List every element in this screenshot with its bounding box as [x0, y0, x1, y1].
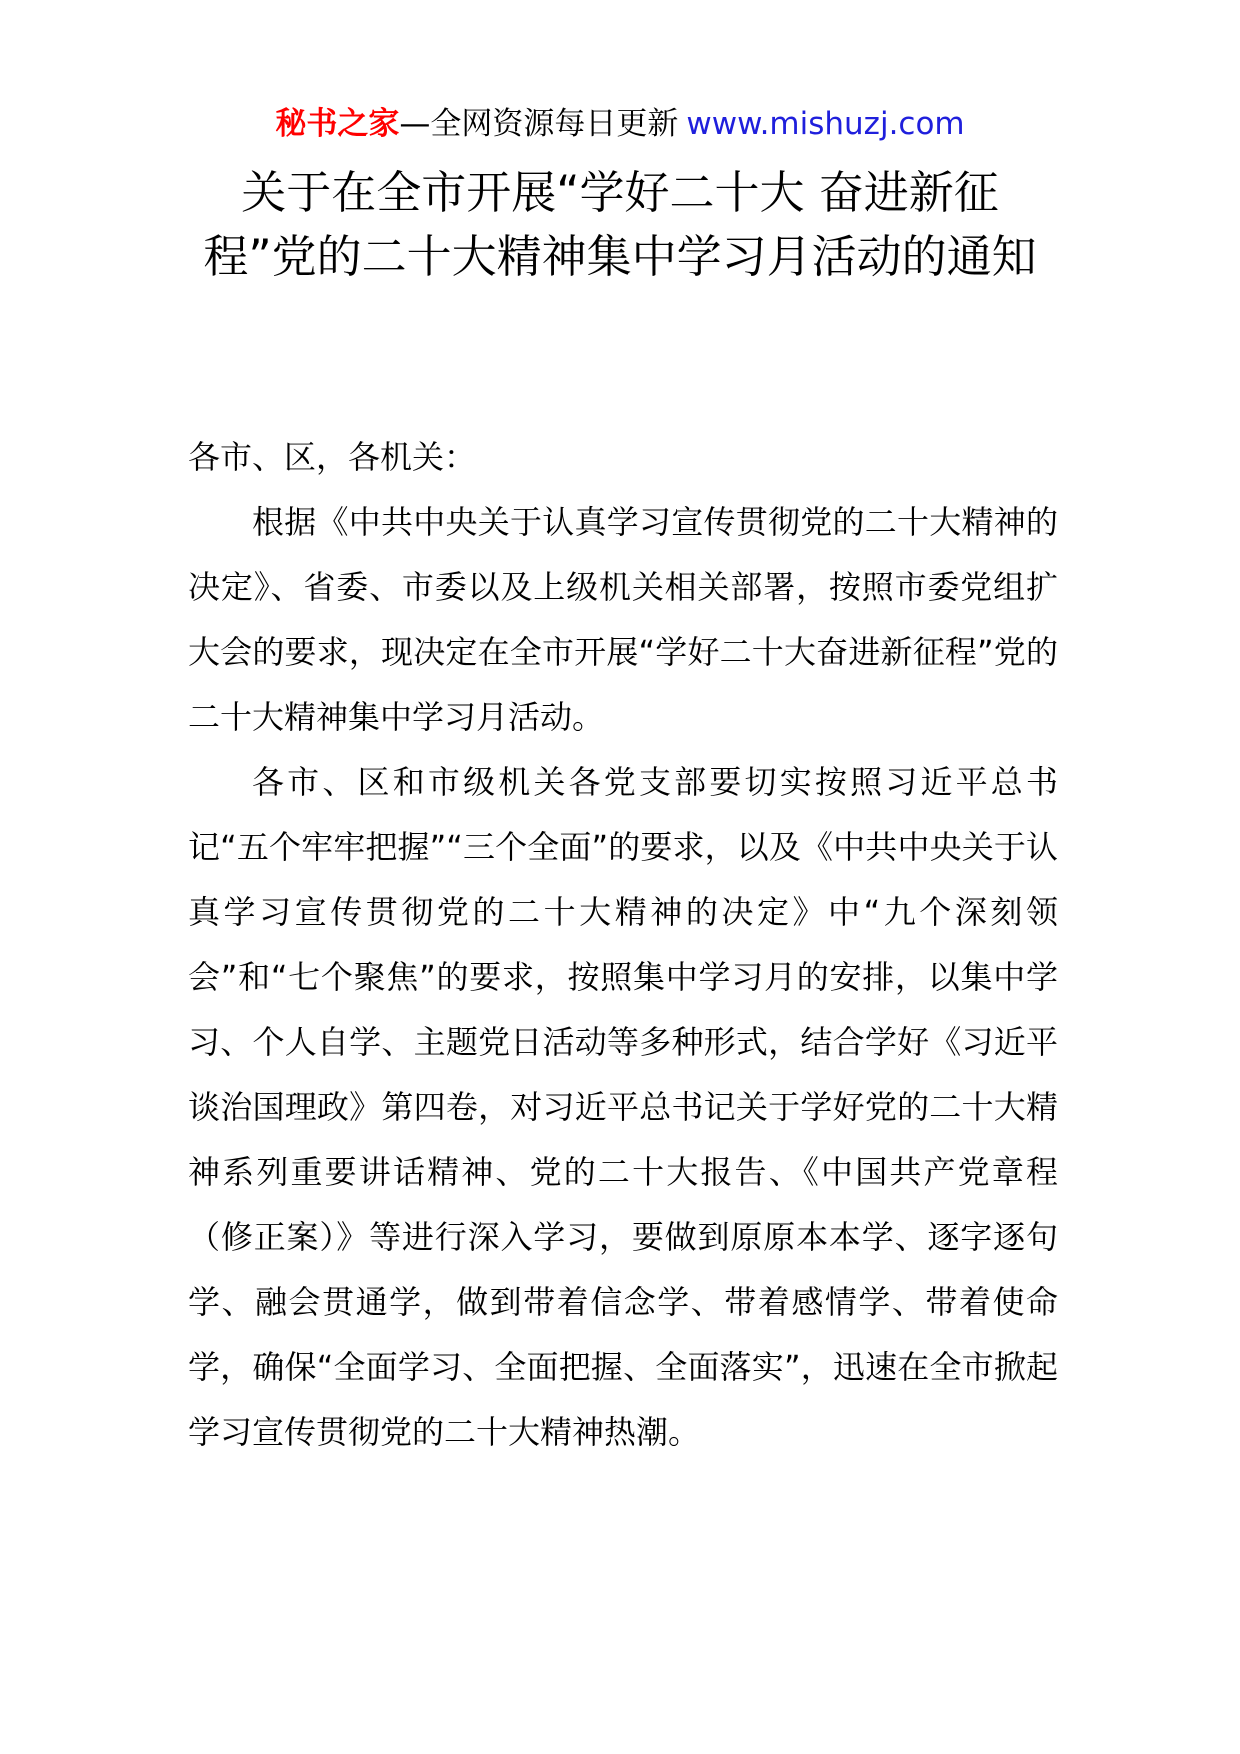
paragraph-1: 根据《中共中央关于认真学习宣传贯彻党的二十大精神的决定》、省委、市委以及上级机关相关部署，按照市委党组扩大会的要求，现决定在全市开展“学好二十大奋进新征程”党的二十大精神集中学习月活动。	[188, 503, 1058, 736]
salutation: 各市、区，各机关：	[188, 438, 477, 476]
document-body	[188, 425, 1058, 1465]
header-tagline: —全网资源每日更新	[399, 106, 679, 142]
document-title: 关于在全市开展“学好二十大 奋进新征程”党的二十大精神集中学习月活动的通知	[203, 166, 1037, 283]
paragraph-2: 各市、区和市级机关各党支部要切实按照习近平总书记“五个牢牢把握”“三个全面”的要求，以及《中共中央关于认真学习宣传贯彻党的二十大精神的决定》中“九个深刻领会”和“七个聚焦”的要求，按照集中学习月的安排，以集中学习、个人自学、主题党日活动等多种形式，结合学好《习近平谈治国理政》第四卷，对习近平总书记关于学好党的二十大精神系列重要讲话精神、党的二十大报告、《中国共产党章程（修正案）》等进行深入学习，要做到原原本本学、逐字逐句学、融会贯通学，做到带着信念学、带着感情学、带着使命学，确保“全面学习、全面把握、全面落实”，迅速在全市掀起学习宣传贯彻党的二十大精神热潮。	[188, 763, 1058, 1451]
site-header	[0, 98, 1240, 150]
site-url-link[interactable]: www.mishuzj.com	[686, 106, 965, 142]
brand-name: 秘书之家	[275, 106, 400, 142]
